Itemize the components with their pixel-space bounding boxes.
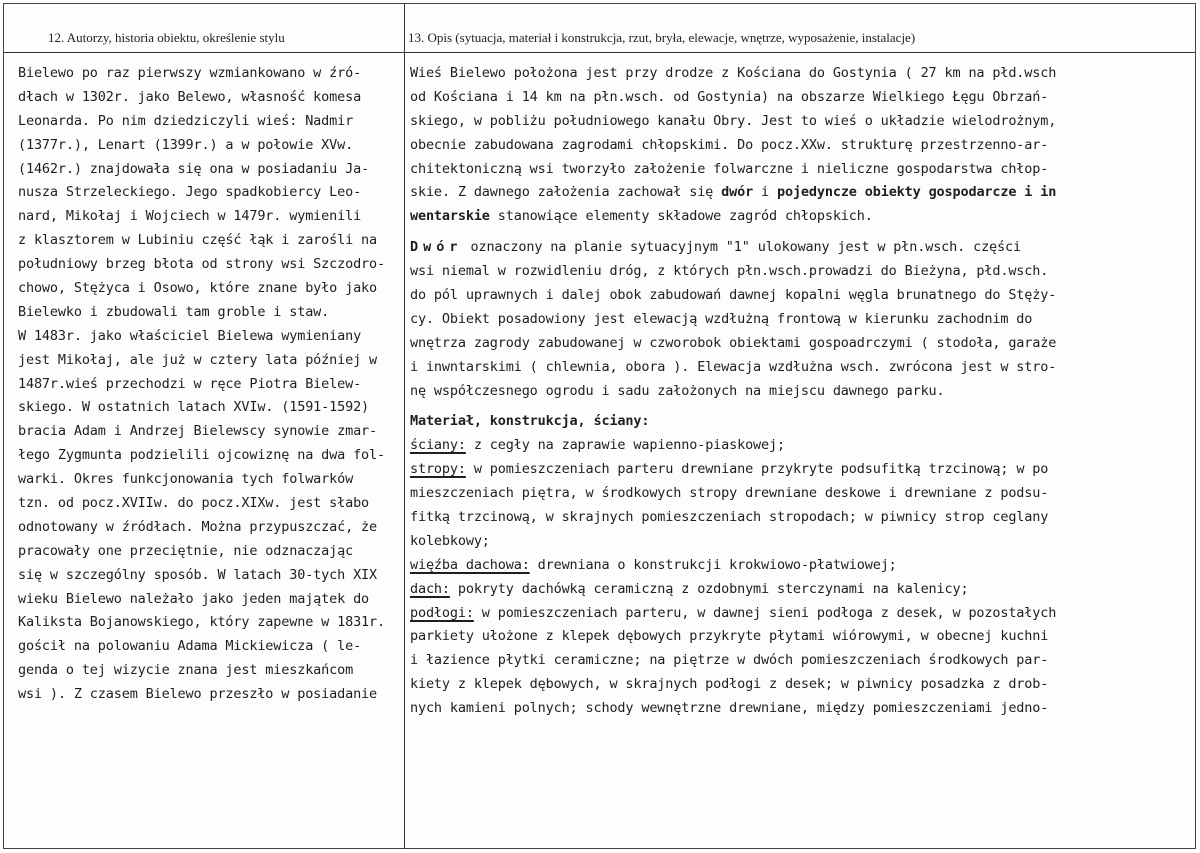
- text-line: kiety z klepek dębowych, w skrajnych podłogi z desek; w piwnicy posadzka z drob-: [410, 676, 1049, 693]
- text-line: dłach w 1302r. jako Belewo, własność komesa: [18, 88, 362, 105]
- text-line: jest Mikołaj, ale już w cztery lata później w: [18, 351, 377, 368]
- text-line: wsi niemal w rozwidleniu dróg, z których płn.wsch.prowadzi do Bieżyna, płd.wsch.: [410, 263, 1049, 280]
- text-line: pracowały one przeciętnie, nie odznaczając: [18, 542, 354, 559]
- text-line: nard, Mikołaj i Wojciech w 1479r. wymienili: [18, 208, 362, 225]
- field-label: podłogi:: [410, 604, 474, 621]
- text-line: do pól uprawnych i dalej obok zabudowań dawnej kopalni węgla brunatnego do Stęży-: [410, 287, 1057, 304]
- text-line: skiego. W ostatnich latach XVIw. (1591-1592): [18, 399, 370, 416]
- field-label: ściany:: [410, 437, 466, 454]
- text-span: i: [753, 184, 777, 201]
- bold-term: wentarskie: [410, 208, 490, 225]
- text-line: chitektoniczną wsi tworzyło założenie folwarczne i nieliczne gospodarstwa chłop-: [410, 160, 1049, 177]
- text-line: bracia Adam i Andrzej Bielewscy synowie zmar-: [18, 423, 377, 440]
- text-line: genda o tej wizycie znana jest mieszkańcom: [18, 662, 354, 679]
- text-line: skiego, w pobliżu południowego kanału Obry. Jest to wieś o układzie wielodrożnym,: [410, 112, 1057, 129]
- manor-paragraph: [410, 236, 1192, 403]
- text-line: [410, 205, 1192, 229]
- text-line: Bielewo po raz pierwszy wzmiankowano w źró-: [18, 65, 362, 81]
- text-line: 1487r.wieś przechodzi w ręce Piotra Bielew-: [18, 375, 362, 392]
- text-line: [410, 578, 1192, 602]
- text-line: i inwntarskimi ( chlewnia, obora ). Elewacja wzdłużna wsch. zwrócona jest w stro-: [410, 358, 1057, 375]
- text-span: skie. Z dawnego założenia zachował się: [410, 184, 722, 201]
- text-span: drewniana o konstrukcji krokwiowo-płatwiowej;: [529, 556, 897, 573]
- text-line: wnętrza zagrody zabudowanej w czworobok obiektami gospoadrczymi ( stodoła, garaże: [410, 334, 1057, 351]
- text-line: mieszczeniach piętra, w środkowych stropy drewniane deskowe i drewniane z podsu-: [410, 485, 1049, 502]
- text-line: od Kościana i 14 km na płn.wsch. od Gostynia) na obszarze Wielkiego Łęgu Obrzań-: [410, 88, 1049, 105]
- bold-term: pojedyncze obiekty gospodarcze i in: [777, 184, 1057, 201]
- text-line: [410, 236, 1192, 260]
- text-span: w pomieszczeniach parteru drewniane przykryte podsufitką trzcinową; w po: [465, 461, 1049, 478]
- text-line: Kaliksta Bojanowskiego, który zapewne w 1831r.: [18, 614, 385, 631]
- field-label: więźba dachowa:: [410, 556, 530, 573]
- text-line: fitką trzcinową, w skrajnych pomieszczeniach stropodach; w piwnicy strop ceglany: [410, 509, 1049, 526]
- text-line: wieku Bielewo należało jako jeden majątek do: [18, 590, 370, 607]
- text-line: W 1483r. jako właściciel Bielewa wymieniany: [18, 327, 362, 344]
- text-line: kolebkowy;: [410, 532, 490, 549]
- text-line: Bielewko i zbudowali tam groble i staw.: [18, 303, 330, 320]
- right-column-header: 13. Opis (sytuacja, materiał i konstrukcja, rzut, bryła, elewacje, wnętrze, wyposażenie, instalacje): [408, 30, 916, 45]
- text-line: [410, 602, 1192, 626]
- spaced-heading: Dwór: [410, 239, 463, 256]
- text-line: cy. Obiekt posadowiony jest elewacją wzdłużną frontową w kierunku zachodnim do: [410, 310, 1033, 327]
- text-line: wsi ). Z czasem Bielewo przeszło w posiadanie: [18, 686, 377, 703]
- text-line: parkiety ułożone z klepek dębowych przykryte płytami wiórowymi, w obecnej kuchni: [410, 628, 1049, 645]
- materials-section: [410, 410, 1192, 721]
- section-title: Materiał, konstrukcja, ściany:: [410, 413, 650, 430]
- text-line: z klasztorem w Lubiniu część łąk i zarośli na: [18, 232, 377, 249]
- text-span: oznaczony na planie sytuacyjnym "1" ulokowany jest w płn.wsch. części: [462, 239, 1021, 256]
- intro-paragraph: [410, 62, 1192, 229]
- text-line: (1462r.) znajdowała się ona w posiadaniu Ja-: [18, 160, 370, 177]
- text-line: nę współczesnego ogrodu i sadu założonych na miejscu dawnego parku.: [410, 382, 945, 399]
- text-line: gościł na polowaniu Adama Mickiewicza ( le-: [18, 638, 362, 655]
- text-line: południowy brzeg błota od strony wsi Szczodro-: [18, 256, 385, 273]
- bold-term: dwór: [721, 184, 754, 201]
- text-line: tzn. od pocz.XVIIw. do pocz.XIXw. jest słabo: [18, 495, 370, 512]
- text-line: odnotowany w źródłach. Można przypuszczać, że: [18, 518, 377, 535]
- field-label: dach:: [410, 580, 450, 597]
- field-label: stropy:: [410, 461, 466, 478]
- text-line: Leonarda. Po nim dziedziczyli wieś: Nadmir: [18, 112, 354, 129]
- text-line: się w szczególny sposób. W latach 30-tych XIX: [18, 566, 377, 583]
- text-span: w pomieszczeniach parteru, w dawnej sieni podłoga z desek, w pozostałych: [473, 604, 1057, 621]
- column-divider: [404, 4, 405, 849]
- history-text: [18, 62, 404, 707]
- text-line: (1377r.), Lenart (1399r.) a w połowie XVw.: [18, 136, 354, 153]
- text-line: łego Zygmunta podzielili ojcowiznę na dwa fol-: [18, 447, 385, 464]
- text-line: warki. Okres funkcjonowania tych folwarków: [18, 471, 354, 488]
- text-span: z cegły na zaprawie wapienno-piaskowej;: [465, 437, 785, 454]
- text-line: obecnie zabudowana zagrodami chłopskimi. Do pocz.XXw. strukturę przestrzenno-ar-: [410, 136, 1049, 153]
- text-span: pokryty dachówką ceramiczną z ozdobnymi sterczynami na kalenicy;: [449, 580, 969, 597]
- text-span: stanowiące elementy składowe zagród chłopskich.: [489, 208, 873, 225]
- text-line: i łazience płytki ceramiczne; na piętrze w dwóch pomieszczeniach środkowych par-: [410, 652, 1049, 669]
- text-line: nych kamieni polnych; schody wewnętrzne drewniane, między pomieszczeniami jedno-: [410, 700, 1049, 717]
- text-line: Wieś Bielewo położona jest przy drodze z Kościana do Gostynia ( 27 km na płd.wsch: [410, 65, 1057, 81]
- text-line: [410, 434, 1192, 458]
- text-line: [410, 554, 1192, 578]
- text-line: [410, 181, 1192, 205]
- header-divider: [4, 52, 1195, 53]
- text-line: nusza Strzeleckiego. Jego spadkobiercy Leo-: [18, 184, 362, 201]
- text-line: [410, 458, 1192, 482]
- description-text: [410, 62, 1192, 721]
- left-column-header: 12. Autorzy, historia obiektu, określenie stylu: [48, 30, 285, 45]
- text-line: chowo, Stężyca i Osowo, które znane było jako: [18, 280, 377, 297]
